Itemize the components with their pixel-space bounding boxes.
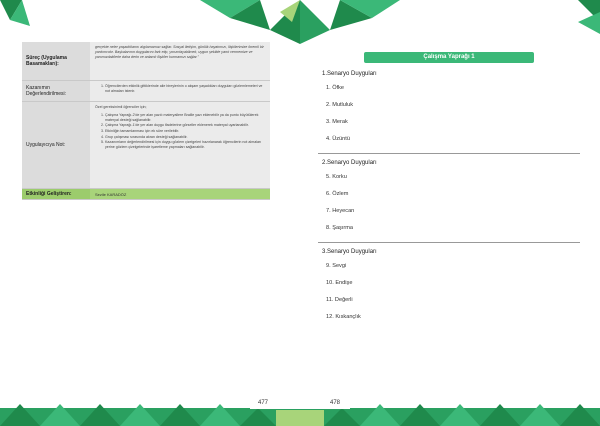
worksheet xyxy=(318,52,580,331)
kazanim-row xyxy=(22,81,270,102)
scenario-title: 2.Senaryo Duyguları xyxy=(322,160,377,166)
kazanim-content xyxy=(90,81,270,101)
emotion-item: 7. Heyecan xyxy=(326,208,355,214)
surec-row xyxy=(22,42,270,81)
emotion-item: 10. Endişe xyxy=(326,280,353,286)
divider xyxy=(318,242,580,243)
emotion-item: 1. Öfke xyxy=(326,85,345,91)
scenario-block xyxy=(318,160,580,231)
page-number-right: 478 xyxy=(330,400,341,406)
emotion-item: 11. Değerli xyxy=(326,297,353,303)
activity-table xyxy=(22,42,270,200)
scenario-title: 1.Senaryo Duyguları xyxy=(322,71,377,77)
surec-label: Süreç (Uygulama Basamakları): xyxy=(22,42,90,80)
scenario-block xyxy=(318,249,580,320)
scenario-block xyxy=(318,71,580,142)
scenario-title: 3.Senaryo Duyguları xyxy=(322,249,377,255)
emotion-item: 3. Merak xyxy=(326,119,348,125)
worksheet-title: Çalışma Yaprağı 1 xyxy=(364,52,534,63)
uyg-row xyxy=(22,102,270,189)
uyg-item: 2. Çalışma Yaprağı-1'de yer alan duygu ifadelerine görseller eklenerek materyal uyarlanabilir. xyxy=(105,123,265,128)
gelistiren-name: Sezile KARADÖZ xyxy=(90,189,270,199)
uyg-intro: Özel gereksinimli öğrenciler için; xyxy=(95,105,147,109)
emotion-item: 12. Kıskançlık xyxy=(326,314,361,320)
emotion-item: 6. Özlem xyxy=(326,191,349,197)
uyg-item: 3. Etkinliğin tamamlanması için ek süre verilebilir. xyxy=(105,129,265,134)
emotion-item: 2. Mutluluk xyxy=(326,102,354,108)
emotion-item: 8. Şaşırma xyxy=(326,225,354,231)
emotion-item: 4. Üzüntü xyxy=(326,136,350,142)
emotion-item: 5. Korku xyxy=(326,174,347,180)
page-number-left: 477 xyxy=(258,400,269,406)
uyg-item: 5. Kazanımların değerlendirilmesi için duygu gözlem çizelgeleri hazırlanarak öğrencilerin not almaları yerine gözlem çizelgelerinde işaretleme yapmaları sağlanabilir. xyxy=(105,140,265,150)
gelistiren-label: Etkinliği Geliştiren: xyxy=(22,189,90,199)
emotion-item: 9. Sevgi xyxy=(326,263,347,269)
kazanim-label: Kazanımın Değerlendirilmesi: xyxy=(22,81,90,101)
uyg-content xyxy=(90,102,270,188)
kazanim-item: 1. Öğrencilerden etkinlik gittiklerinde aile bireylerinin o akşam yaşadıkları duyguları gözlemlemeleri ve not almaları istenir. xyxy=(105,84,265,94)
gelistiren-row xyxy=(22,189,270,200)
uyg-item: 1. Çalışma Yaprağı-2'de yer alan yazılı materyallere Braille yazı eklenebilir ya da punto büyütülerek materyal desteği sağlanabilir. xyxy=(105,113,265,123)
bottom-decoration xyxy=(0,396,600,426)
uyg-label: Uygulayıcıya Not: xyxy=(22,102,90,188)
divider xyxy=(318,153,580,154)
uyg-item: 4. Grup çalışması sırasında akran desteği sağlanabilir. xyxy=(105,135,265,140)
surec-text: gerçekte neler yaşadıklarını algılamamızı sağlar. Sosyal iletişim, günlük hayatımızı, ilişkilerimize önemli bir yardımcıdır. Başkalarının duygularını fark etip, yorumlayabilmek, uygun şekilde yanıt vermemize ve yanımızdakilerle daha derin ve anlamlı ilişkiler kurmamızı sağlar." xyxy=(90,42,270,80)
